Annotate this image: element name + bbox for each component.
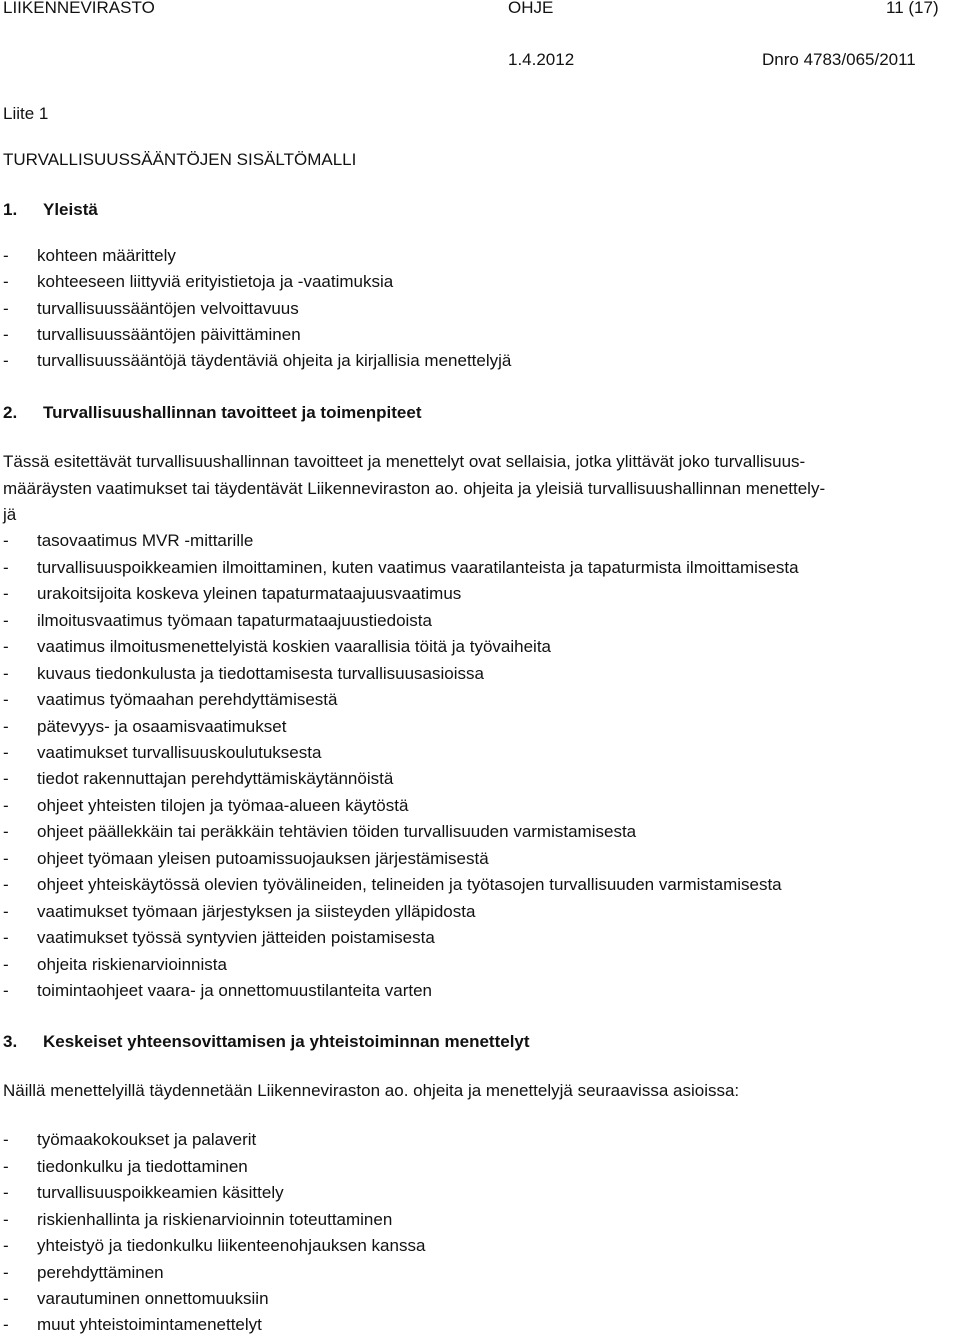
list-item: - pätevyys- ja osaamisvaatimukset: [3, 717, 287, 736]
list-item: - toimintaohjeet vaara- ja onnettomuustilanteita varten: [3, 981, 433, 1000]
list-item: - ohjeita riskienarvioinnista: [3, 955, 227, 974]
list-item: - ohjeet yhteisten tilojen ja työmaa-alueen käytöstä: [3, 796, 409, 815]
list-item: - yhteistyö ja tiedonkulku liikenteenohjauksen kanssa: [3, 1236, 426, 1255]
list-item: - turvallisuussääntöjen päivittäminen: [3, 325, 301, 344]
section-number: 2.: [3, 403, 18, 422]
list-item: - vaatimukset työmaan järjestyksen ja siisteyden ylläpidosta: [3, 902, 476, 921]
section-heading: [3, 402, 421, 424]
section-heading: [3, 199, 98, 221]
section-heading: [3, 1031, 530, 1053]
list-item: - työmaakokoukset ja palaverit: [3, 1130, 257, 1149]
section-number: 3.: [3, 1032, 18, 1051]
list-item: - turvallisuuspoikkeamien käsittely: [3, 1183, 284, 1202]
list-item: - tasovaatimus MVR -mittarille: [3, 531, 254, 550]
list-item: - kohteen määrittely: [3, 246, 176, 265]
paragraph-line: Näillä menettelyillä täydennetään Liikenneviraston ao. ohjeita ja menettelyjä seuraavissa asioissa:: [3, 1081, 740, 1100]
header-date: 1.4.2012: [508, 50, 575, 69]
list-item: - ohjeet päällekkäin tai peräkkäin tehtävien töiden turvallisuuden varmistamisesta: [3, 822, 637, 841]
list-item: - muut yhteistoimintamenettelyt: [3, 1315, 262, 1334]
list-item: - vaatimus työmaahan perehdyttämisestä: [3, 690, 338, 709]
header-org: LIIKENNEVIRASTO: [3, 0, 155, 17]
list-item: - riskienhallinta ja riskienarvioinnin toteuttaminen: [3, 1210, 393, 1229]
list-item: - varautuminen onnettomuuksiin: [3, 1289, 269, 1308]
list-item: - vaatimus ilmoitusmenettelyistä koskien vaarallisia töitä ja työvaiheita: [3, 637, 552, 656]
list-item: - perehdyttäminen: [3, 1263, 164, 1282]
paragraph-line: jä: [3, 505, 17, 524]
list-item: - turvallisuussääntöjen velvoittavuus: [3, 299, 299, 318]
section-title: Keskeiset yhteensovittamisen ja yhteistoiminnan menettelyt: [43, 1032, 530, 1051]
section-number: 1.: [3, 200, 18, 219]
list-item: - kuvaus tiedonkulusta ja tiedottamisesta turvallisuusasioissa: [3, 664, 484, 683]
document-title: TURVALLISUUSSÄÄNTÖJEN SISÄLTÖMALLI: [3, 150, 357, 169]
list-item: - vaatimukset turvallisuuskoulutuksesta: [3, 743, 322, 762]
list-item: - kohteeseen liittyviä erityistietoja ja -vaatimuksia: [3, 272, 394, 291]
paragraph-line: Tässä esitettävät turvallisuushallinnan tavoitteet ja menettelyt ovat sellaisia, jotka ylittävät joko turvallisuus-: [3, 452, 806, 471]
list-item: - ilmoitusvaatimus työmaan tapaturmataajuustiedoista: [3, 611, 432, 630]
list-item: - turvallisuuspoikkeamien ilmoittaminen, kuten vaatimus vaaratilanteista ja tapaturmista ilmoittamisesta: [3, 558, 799, 577]
list-item: - tiedot rakennuttajan perehdyttämiskäytännöistä: [3, 769, 394, 788]
paragraph-line: määräysten vaatimukset tai täydentävät Liikenneviraston ao. ohjeita ja yleisiä turvallisuushallinnan menettely-: [3, 479, 826, 498]
header-doctype: OHJE: [508, 0, 554, 17]
list-item: - vaatimukset työssä syntyvien jätteiden poistamisesta: [3, 928, 435, 947]
section-title: Yleistä: [43, 200, 98, 219]
list-item: - ohjeet yhteiskäytössä olevien työvälineiden, telineiden ja työtasojen turvallisuuden varmistamisesta: [3, 875, 782, 894]
list-item: - urakoitsijoita koskeva yleinen tapaturmataajuusvaatimus: [3, 584, 462, 603]
list-item: - ohjeet työmaan yleisen putoamissuojauksen järjestämisestä: [3, 849, 489, 868]
header-dnro: Dnro 4783/065/2011: [762, 50, 916, 69]
section-title: Turvallisuushallinnan tavoitteet ja toimenpiteet: [43, 403, 422, 422]
header-page: 11 (17): [886, 0, 939, 17]
appendix-label: Liite 1: [3, 104, 49, 123]
list-item: - turvallisuussääntöjä täydentäviä ohjeita ja kirjallisia menettelyjä: [3, 351, 512, 370]
list-item: - tiedonkulku ja tiedottaminen: [3, 1157, 248, 1176]
